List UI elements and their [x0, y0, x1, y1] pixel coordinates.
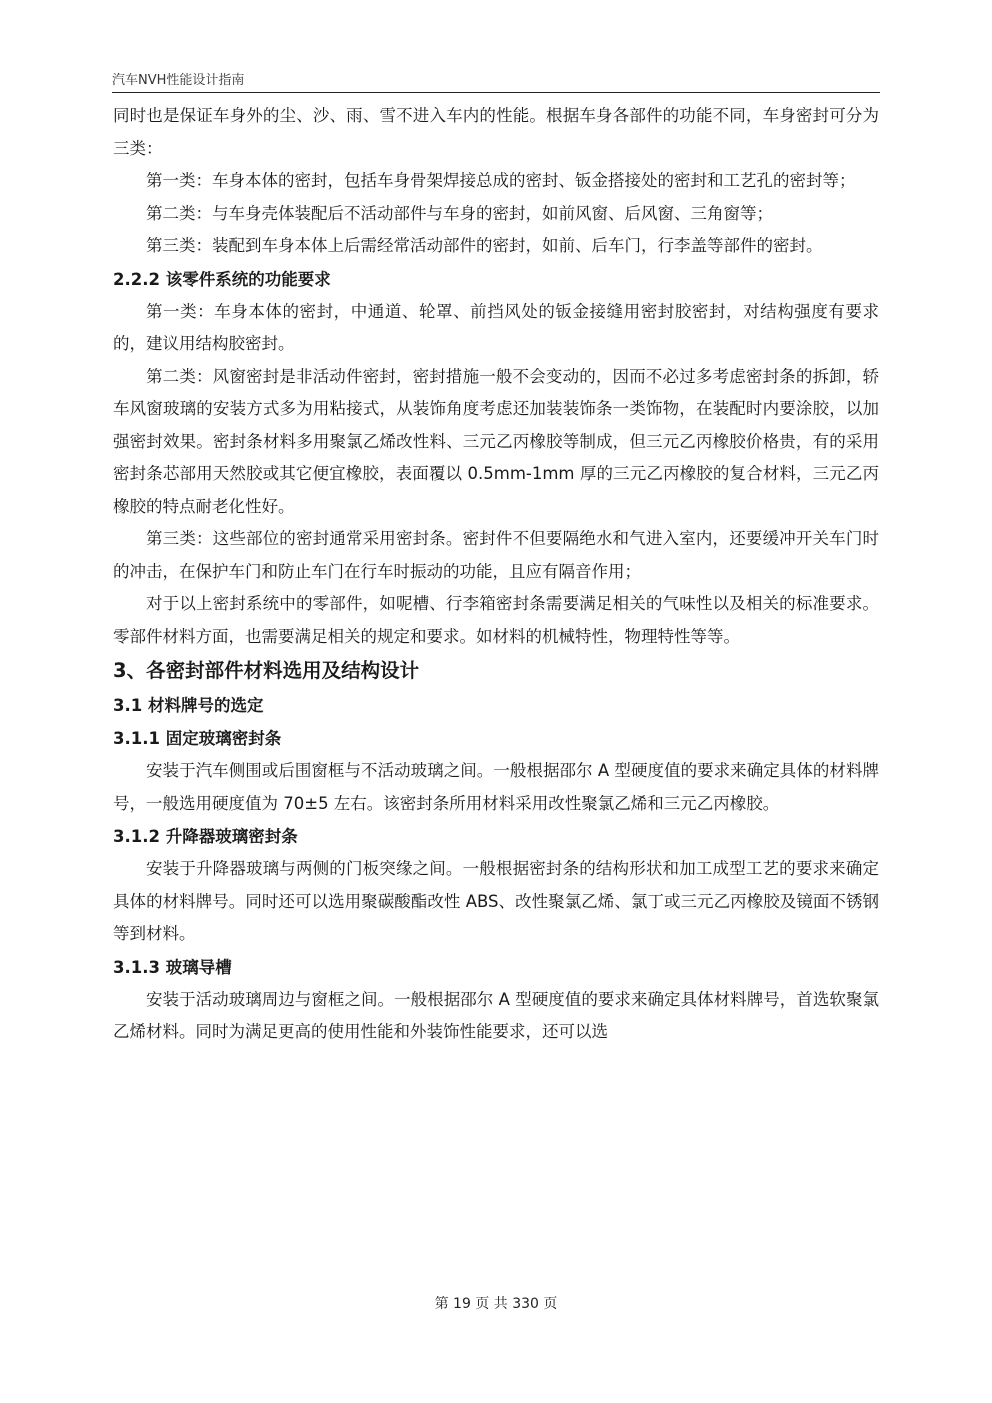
section-heading: 3.1.2 升降器玻璃密封条	[113, 827, 298, 846]
paragraph: 第三类：装配到车身本体上后需经常活动部件的密封，如前、后车门，行李盖等部件的密封。	[146, 236, 823, 255]
paragraph: 第三类：这些部位的密封通常采用密封条。密封件不但要隔绝水和气进入室内，还要缓冲开关车门时的冲击，在保护车门和防止车门在行车时振动的功能，且应有隔音作用；	[113, 529, 879, 581]
section-heading: 3.1 材料牌号的选定	[113, 696, 264, 715]
paragraph: 第二类：与车身壳体装配后不活动部件与车身的密封，如前风窗、后风窗、三角窗等；	[146, 203, 773, 223]
paragraph: 对于以上密封系统中的零部件，如呢槽、行李箱密封条需要满足相关的气味性以及相关的标准要求。零部件材料方面，也需要满足相关的规定和要求。如材料的机械特性，物理特性等等。	[113, 594, 879, 646]
paragraph: 第二类：风窗密封是非活动件密封，密封措施一般不会变动的，因而不必过多考虑密封条的拆卸，轿车风窗玻璃的安装方式多为用粘接式，从装饰角度考虑还加装装饰条一类饰物，在装配时内要涂胶，以加强密封效果。密封条材料多用聚氯乙烯改性料、三元乙丙橡胶等制成，但三元乙丙橡胶价格贵，有的采用密封条芯部用天然胶或其它便宜橡胶，表面覆以 0.5mm-1mm 厚的三元乙丙橡胶的复合材料，三元乙丙橡胶的特点耐老化性好。	[113, 366, 879, 516]
chapter-heading: 3、各密封部件材料选用及结构设计	[113, 659, 420, 682]
page-number: 第 19 页 共 330 页	[434, 1296, 558, 1312]
section-heading: 2.2.2 该零件系统的功能要求	[113, 269, 331, 289]
paragraph: 安装于升降器玻璃与两侧的门板突缘之间。一般根据密封条的结构形状和加工成型工艺的要求来确定具体的材料牌号。同时还可以选用聚碳酸酯改性 ABS、改性聚氯乙烯、氯丁或三元乙丙橡胶及镜面不锈钢等到材料。	[113, 859, 879, 943]
header-title: 汽车NVH性能设计指南	[112, 73, 245, 88]
paragraph: 第一类：车身本体的密封，中通道、轮罩、前挡风处的钣金接缝用密封胶密封，对结构强度有要求的，建议用结构胶密封。	[113, 301, 879, 353]
section-heading: 3.1.3 玻璃导槽	[113, 957, 232, 977]
page-header	[112, 66, 880, 93]
paragraph: 同时也是保证车身外的尘、沙、雨、雪不进入车内的性能。根据车身各部件的功能不同，车身密封可分为三类：	[113, 106, 879, 158]
document-body	[113, 100, 879, 1049]
paragraph: 第一类：车身本体的密封，包括车身骨架焊接总成的密封、钣金搭接处的密封和工艺孔的密封等；	[146, 171, 856, 190]
paragraph: 安装于活动玻璃周边与窗框之间。一般根据邵尔 A 型硬度值的要求来确定具体材料牌号，首选软聚氯乙烯材料。同时为满足更高的使用性能和外装饰性能要求，还可以选	[113, 989, 879, 1041]
section-heading: 3.1.1 固定玻璃密封条	[113, 729, 282, 748]
paragraph: 安装于汽车侧围或后围窗框与不活动玻璃之间。一般根据邵尔 A 型硬度值的要求来确定具体的材料牌号，一般选用硬度值为 70±5 左右。该密封条所用材料采用改性聚氯乙烯和三元乙丙橡胶。	[113, 761, 879, 813]
